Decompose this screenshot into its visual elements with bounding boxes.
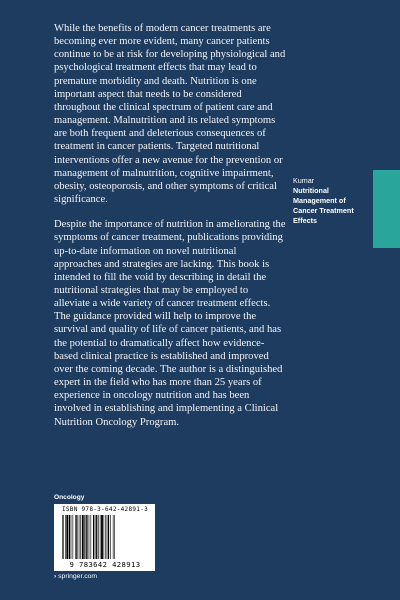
barcode-bar <box>114 515 115 559</box>
series-label: Oncology <box>54 494 85 501</box>
barcode-bar <box>62 515 63 559</box>
barcode-bar <box>80 515 81 559</box>
arrow-icon: › <box>54 573 57 580</box>
barcode-bar <box>65 515 66 559</box>
barcode-bar <box>105 515 106 559</box>
barcode-bar <box>71 515 72 559</box>
barcode-bar <box>82 515 84 559</box>
isbn-label: ISBN 978-3-642-42891-3 <box>61 506 149 513</box>
blurb-paragraph-1: While the benefits of modern cancer treatments are becoming ever more evident, many cancer patients continue to be at risk for developing physiological and psychological treatment effects that may lead to premature morbidity and death. Nutrition is one important aspect that needs to be considered throughout the clinical spectrum of patient care and management. Malnutrition and its related symptoms are both frequent and deleterious consequences of treatment in cancer patients. Targeted nutritional interventions offer a new avenue for the prevention or management of malnutrition, cognitive impairment, obesity, osteoporosis, and other symptoms of critical significance. <box>54 23 286 206</box>
barcode-bar <box>63 515 64 559</box>
barcode-bar <box>89 515 90 559</box>
barcode-bar <box>73 515 74 559</box>
blurb-paragraph-2: Despite the importance of nutrition in ameliorating the symptoms of cancer treatment, publications providing up-to-date information on novel nutritional approaches and strategies are lacking. This book is intended to fill the void by describing in detail the nutritional strategies that may be employed to alleviate a wide variety of cancer treatment effects. The guidance provided will help to improve the survival and quality of life of cancer patients, and has the potential to dramatically affect how evidence-based clinical practice is established and improved over the coming decade. The author is a distinguished expert in the field who has more than 25 years of experience in oncology nutrition and has been involved in establishing and implementing a Clinical Nutrition Oncology Program. <box>54 219 286 428</box>
barcode-bar <box>76 515 77 559</box>
author-name: Kumar <box>293 176 315 185</box>
barcode-bar <box>87 515 88 559</box>
barcode-bar <box>95 515 96 559</box>
barcode-bar <box>86 515 87 559</box>
barcode-bars <box>62 515 150 559</box>
barcode-bar <box>98 515 99 559</box>
cover-blurb <box>54 22 286 441</box>
barcode-bar <box>66 515 68 559</box>
barcode-bar <box>84 515 85 559</box>
barcode-bar <box>104 515 105 559</box>
barcode-bar <box>113 515 114 559</box>
book-title: Nutritional Management of Cancer Treatment Effects <box>293 186 354 225</box>
website-label: springer.com <box>58 573 98 580</box>
barcode <box>54 504 155 571</box>
barcode-bar <box>100 515 101 559</box>
barcode-bar <box>108 515 109 559</box>
accent-bar <box>373 170 400 248</box>
publisher-website[interactable] <box>54 573 97 580</box>
barcode-bar <box>96 515 97 559</box>
side-title-block <box>293 176 357 226</box>
barcode-bar <box>79 515 80 559</box>
barcode-bar <box>107 515 108 559</box>
barcode-number: 9 783642 428913 <box>69 560 141 569</box>
barcode-bar <box>110 515 111 559</box>
barcode-bar <box>69 515 70 559</box>
barcode-bar <box>75 515 76 559</box>
barcode-bar <box>93 515 94 559</box>
barcode-bar <box>91 515 92 559</box>
barcode-bar <box>101 515 103 559</box>
